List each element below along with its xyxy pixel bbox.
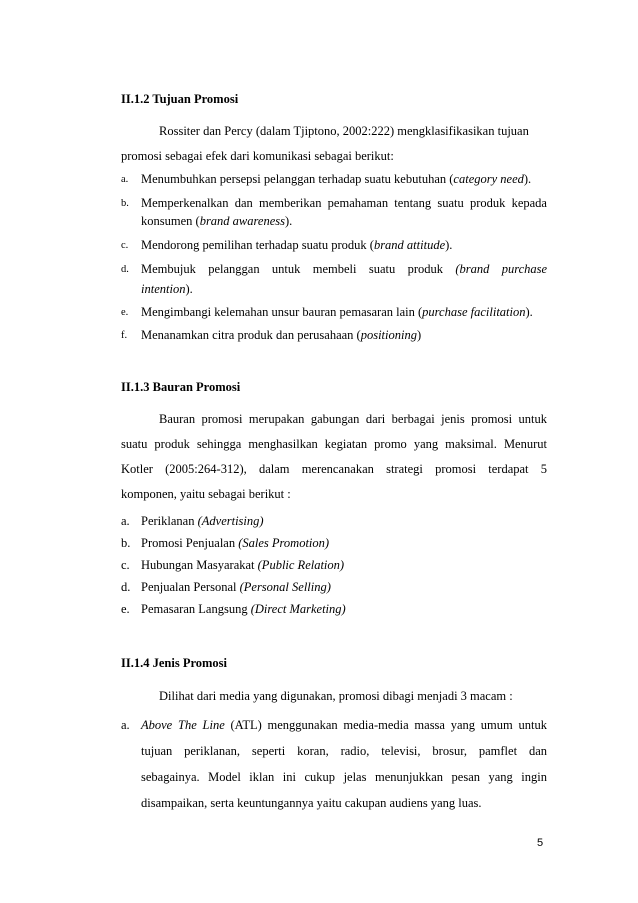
- list-label: d.: [121, 264, 129, 275]
- paragraph-line: suatu produk sehingga menghasilkan kegiatan promo yang maksimal. Menurut: [121, 437, 547, 451]
- list-label: c.: [121, 240, 129, 251]
- paragraph-line: Kotler (2005:264-312), dalam merencanakan strategi promosi terdapat 5: [121, 462, 547, 476]
- list-item: Mendorong pemilihan terhadap suatu produk (brand attitude).: [141, 238, 453, 252]
- list-item: Hubungan Masyarakat (Public Relation): [141, 558, 345, 572]
- paragraph-line: promosi sebagai efek dari komunikasi sebagai berikut:: [121, 149, 394, 163]
- list-item: Above The Line (ATL) menggunakan media-media massa yang umum untuk: [141, 718, 547, 732]
- section-heading-jenis-promosi: II.1.4 Jenis Promosi: [121, 656, 228, 670]
- list-item: Penjualan Personal (Personal Selling): [141, 580, 331, 594]
- list-label: f.: [121, 330, 128, 341]
- list-item: Periklanan (Advertising): [141, 514, 264, 528]
- list-item-continuation: disampaikan, serta keuntungannya yaitu cakupan audiens yang luas.: [141, 796, 482, 810]
- list-label: a.: [121, 174, 129, 185]
- paragraph-line: komponen, yaitu sebagai berikut :: [121, 487, 291, 501]
- list-item: Membujuk pelanggan untuk membeli suatu produk (brand purchase: [141, 262, 548, 276]
- list-label: b.: [121, 198, 129, 209]
- list-item-continuation: intention).: [141, 282, 193, 296]
- list-label: b.: [121, 536, 131, 550]
- list-item: Menumbuhkan persepsi pelanggan terhadap suatu kebutuhan (category need).: [141, 172, 532, 186]
- list-item: Mengimbangi kelemahan unsur bauran pemasaran lain (purchase facilitation).: [141, 305, 533, 319]
- list-item-continuation: tujuan periklanan, seperti koran, radio, televisi, brosur, pamflet dan: [141, 744, 547, 758]
- list-item-continuation: konsumen (brand awareness).: [141, 214, 293, 228]
- list-item: Menanamkan citra produk dan perusahaan (positioning): [141, 328, 422, 342]
- list-item: Pemasaran Langsung (Direct Marketing): [141, 602, 346, 616]
- list-item: Memperkenalkan dan memberikan pemahaman tentang suatu produk kepada: [141, 196, 547, 210]
- list-label: d.: [121, 580, 131, 594]
- paragraph-line: Bauran promosi merupakan gabungan dari berbagai jenis promosi untuk: [159, 412, 547, 426]
- list-label: e.: [121, 602, 130, 616]
- section-heading-tujuan-promosi: II.1.2 Tujuan Promosi: [121, 92, 239, 106]
- page-number: 5: [537, 837, 544, 849]
- list-label: e.: [121, 307, 129, 318]
- list-label: c.: [121, 558, 130, 572]
- section-heading-bauran-promosi: II.1.3 Bauran Promosi: [121, 380, 241, 394]
- list-item: Promosi Penjualan (Sales Promotion): [141, 536, 330, 550]
- list-label: a.: [121, 514, 130, 528]
- paragraph-line: Rossiter dan Percy (dalam Tjiptono, 2002:222) mengklasifikasikan tujuan: [159, 124, 529, 138]
- list-label: a.: [121, 718, 130, 732]
- list-item-continuation: sebagainya. Model iklan ini cukup jelas menunjukkan pesan yang ingin: [141, 770, 547, 784]
- paragraph-line: Dilihat dari media yang digunakan, promosi dibagi menjadi 3 macam :: [159, 689, 513, 703]
